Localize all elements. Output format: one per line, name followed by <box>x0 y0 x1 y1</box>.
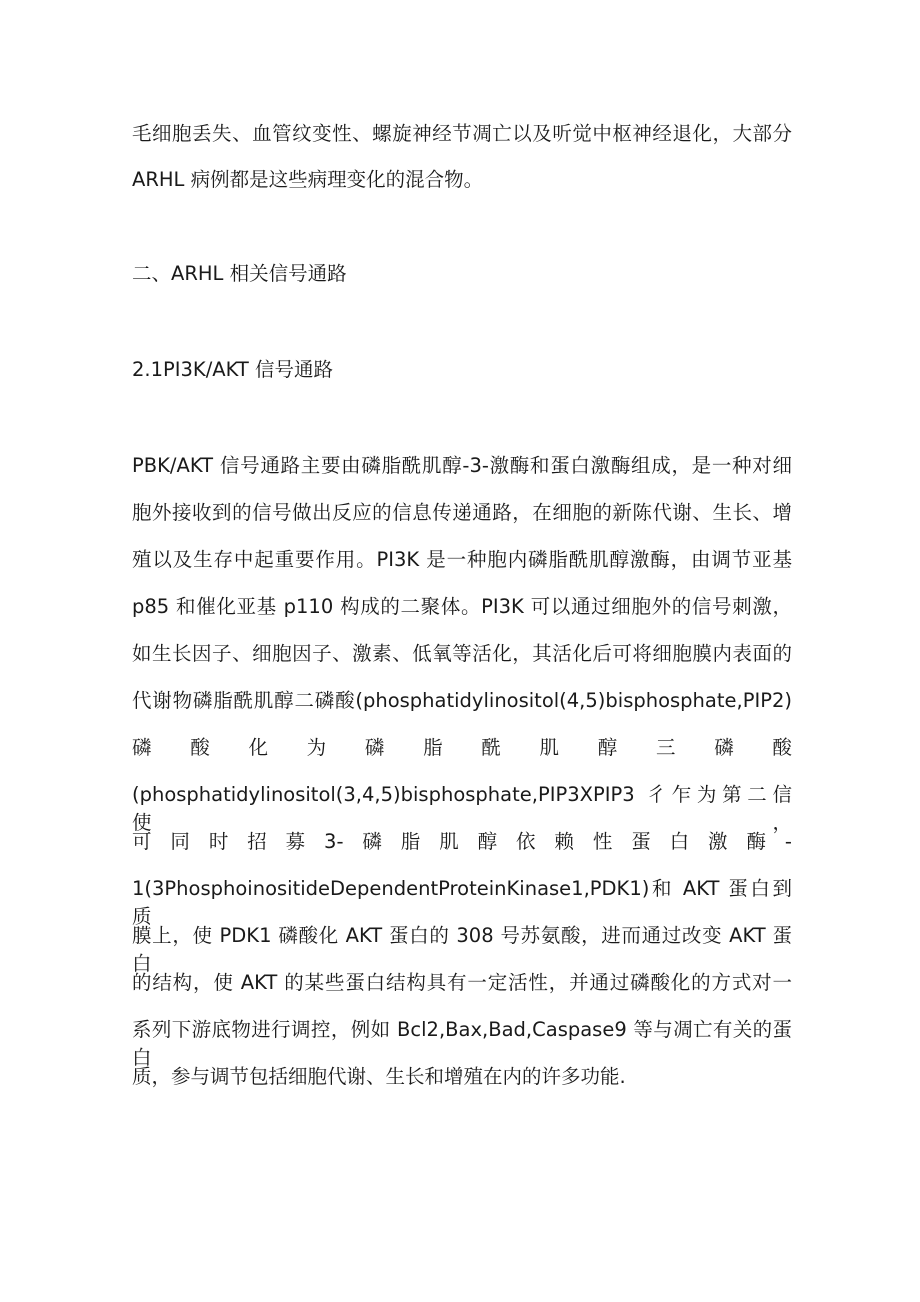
spaced-char: 酰 <box>481 736 501 759</box>
spaced-line-1 <box>132 734 792 762</box>
spaced-char: 磷 <box>714 736 734 759</box>
spaced-char: 白 <box>669 830 690 853</box>
body-line-12: 质，参与调节包括细胞代谢、生长和增殖在内的许多功能. <box>132 1065 626 1088</box>
spaced-char: 时 <box>208 830 229 853</box>
spaced-char: 三 <box>655 736 676 759</box>
body-line-7: (phosphatidylinositol(3,4,5)bisphosphate,PIP3XPIP3 彳乍为第二信使， <box>132 783 792 834</box>
spaced-char: 磷 <box>362 830 382 853</box>
body-line-3: 殖以及生存中起重要作用。PI3K 是一种胞内磷脂酰肌醇激酶，由调节亚基 <box>132 548 792 571</box>
body-line-1: PBK/AKT 信号通路主要由磷脂酰肌醇-3-激酶和蛋白激酶组成，是一种对细 <box>132 454 792 477</box>
spaced-char: 为 <box>306 736 327 759</box>
spaced-char: - <box>784 830 792 853</box>
spaced-line-2 <box>132 828 792 856</box>
body-line-6: 代谢物磷脂酰肌醇二磷酸(phosphatidylinositol(4,5)bisphosphate,PIP2) <box>132 689 792 712</box>
spaced-char: 酶 <box>746 830 766 853</box>
section-heading: 二、ARHL 相关信号通路 <box>132 262 347 285</box>
intro-line-1: 毛细胞丢失、血管纹变性、螺旋神经节凋亡以及听觉中枢神经退化，大部分 <box>132 122 792 145</box>
spaced-char: 招 <box>247 830 267 853</box>
spaced-char: 肌 <box>439 830 459 853</box>
spaced-char: 募 <box>285 830 306 853</box>
body-line-2: 胞外接收到的信号做出反应的信息传递通路，在细胞的新陈代谢、生长、增 <box>132 501 792 524</box>
spaced-char: 同 <box>170 830 190 853</box>
spaced-char: 脂 <box>400 830 421 853</box>
spaced-char: 化 <box>248 736 268 759</box>
spaced-char: 脂 <box>423 736 443 759</box>
spaced-char: 肌 <box>539 736 560 759</box>
body-line-9: 膜上，使 PDK1 磷酸化 AKT 蛋白的 308 号苏氨酸，进而通过改变 AKT 蛋白 <box>132 924 792 975</box>
body-line-4: p85 和催化亚基 p110 构成的二聚体。PI3K 可以通过细胞外的信号刺激， <box>132 595 792 618</box>
spaced-char: 激 <box>708 830 728 853</box>
spaced-char: 依 <box>516 830 536 853</box>
body-line-8: 1(3PhosphoinositideDependentProteinKinase1,PDK1)和 AKT 蛋白到质 <box>132 877 792 928</box>
spaced-char: 可 <box>132 830 152 853</box>
spaced-char: 性 <box>592 830 613 853</box>
spaced-char: 磷 <box>364 736 385 759</box>
spaced-char: 酸 <box>190 736 210 759</box>
spaced-char: 醇 <box>477 830 498 853</box>
intro-line-2: ARHL 病例都是这些病理变化的混合物。 <box>132 168 484 191</box>
subsection-heading: 2.1PI3K/AKT 信号通路 <box>132 358 334 381</box>
spaced-char: 3- <box>324 830 344 853</box>
body-line-10: 的结构，使 AKT 的某些蛋白结构具有一定活性，并通过磷酸化的方式对一 <box>132 971 792 994</box>
spaced-char: 蛋 <box>631 830 651 853</box>
spaced-char: 酸 <box>772 736 792 759</box>
body-line-5: 如生长因子、细胞因子、激素、低氧等活化，其活化后可将细胞膜内表面的 <box>132 642 792 665</box>
spaced-char: 醇 <box>597 736 618 759</box>
body-line-11: 系列下游底物进行调控，例如 Bcl2,Bax,Bad,Caspase9 等与凋亡有关的蛋白 <box>132 1018 792 1069</box>
spaced-char: 磷 <box>132 736 152 759</box>
spaced-char: 赖 <box>554 830 574 853</box>
